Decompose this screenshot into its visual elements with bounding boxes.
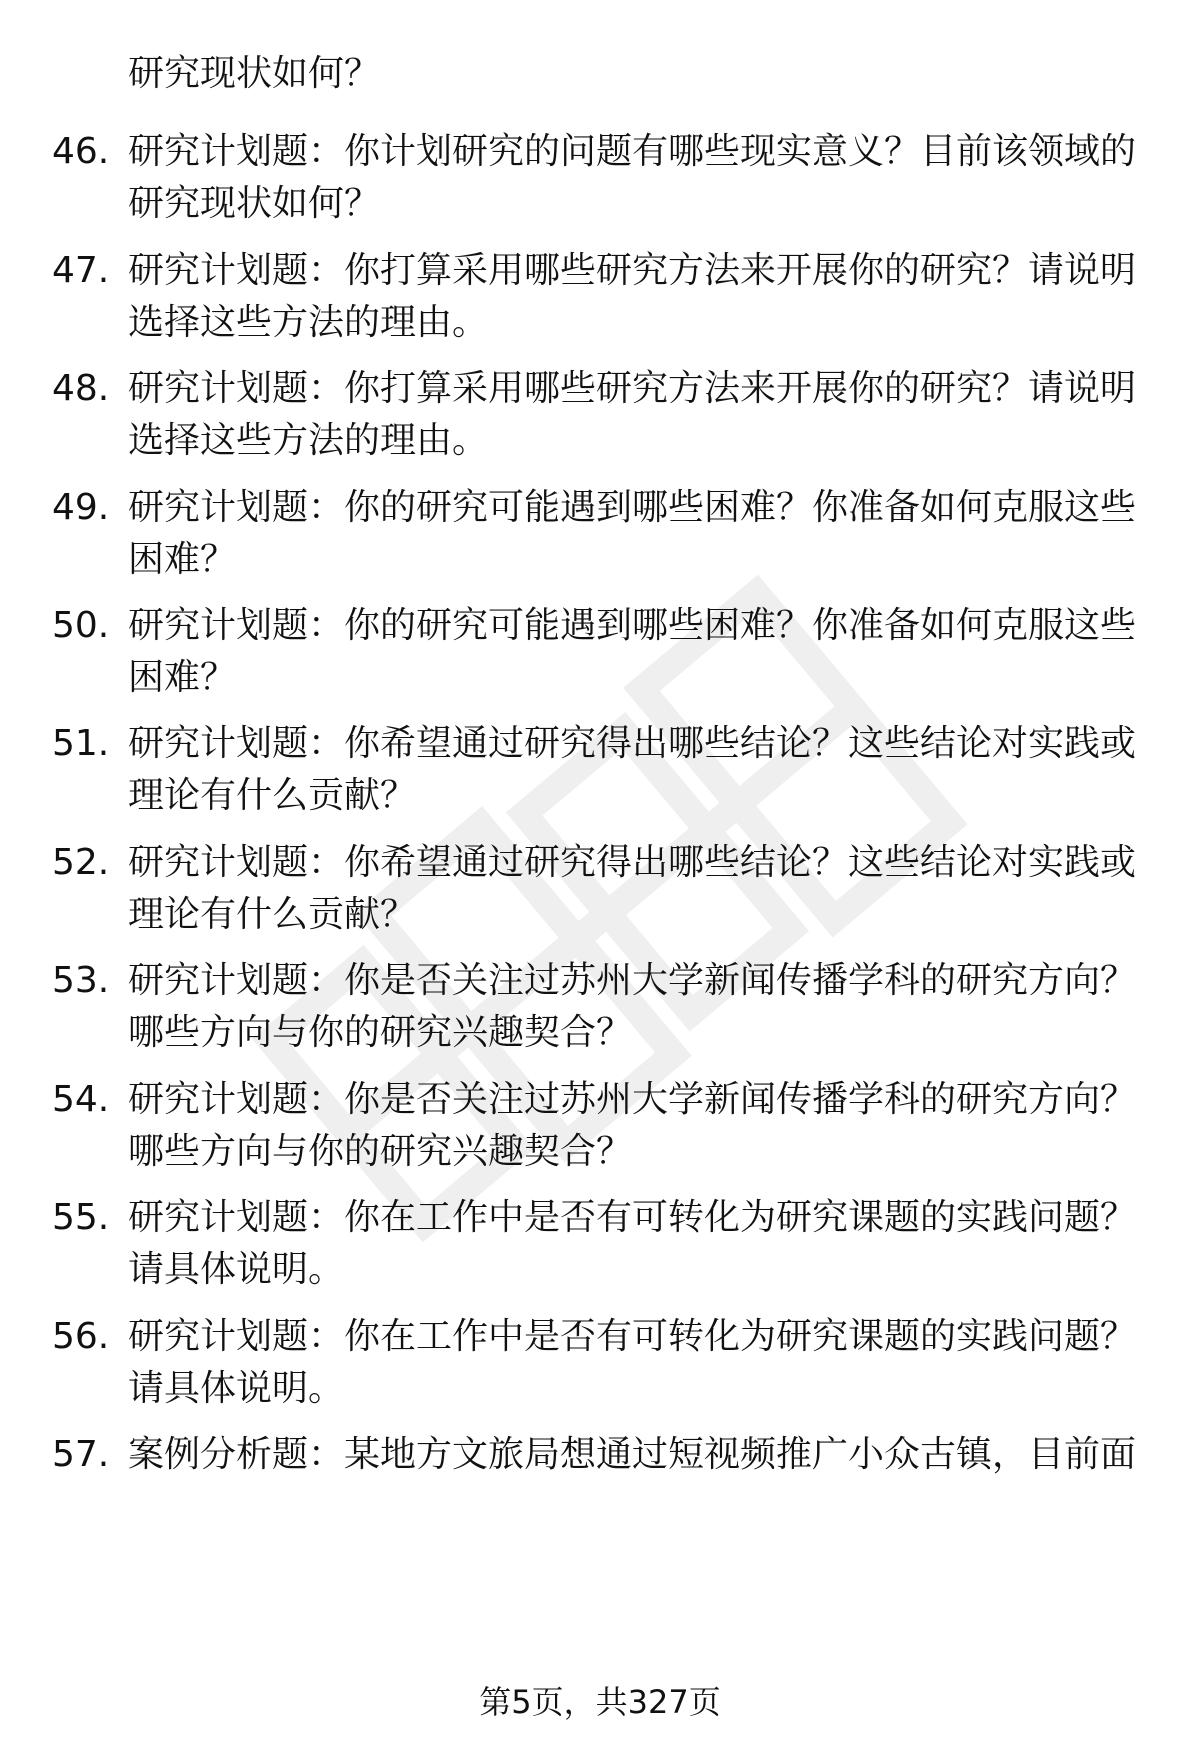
page-footer: 第5页，共327页 — [479, 1683, 721, 1721]
text-line: 案例分析题：某地方文旅局想通过短视频推广小众古镇，目前面 — [128, 1434, 1137, 1475]
text-line: 选择这些方法的理由。 — [128, 302, 489, 343]
item-number: 55. — [52, 1197, 110, 1238]
text-line: 研究计划题：你的研究可能遇到哪些困难？你准备如何克服这些 — [128, 487, 1137, 528]
item-number: 51. — [52, 723, 110, 764]
item-number: 54. — [52, 1079, 110, 1120]
text-line: 困难？ — [128, 657, 237, 698]
text-line: 请具体说明。 — [128, 1249, 345, 1290]
text-line: 研究现状如何？ — [128, 53, 381, 94]
text-line: 选择这些方法的理由。 — [128, 420, 489, 461]
text-line: 研究计划题：你在工作中是否有可转化为研究课题的实践问题？ — [128, 1316, 1137, 1357]
text-line: 研究计划题：你打算采用哪些研究方法来开展你的研究？请说明 — [128, 368, 1137, 409]
text-line: 研究计划题：你希望通过研究得出哪些结论？这些结论对实践或 — [128, 723, 1137, 764]
item-number: 57. — [52, 1434, 110, 1475]
text-line: 困难？ — [128, 539, 237, 580]
text-line: 哪些方向与你的研究兴趣契合？ — [128, 1131, 633, 1172]
text-line: 研究现状如何？ — [128, 183, 381, 224]
item-number: 50. — [52, 605, 110, 646]
item-number: 48. — [52, 368, 110, 409]
text-line: 研究计划题：你是否关注过苏州大学新闻传播学科的研究方向？ — [128, 960, 1137, 1001]
text-line: 请具体说明。 — [128, 1368, 345, 1409]
text-line: 哪些方向与你的研究兴趣契合？ — [128, 1012, 633, 1053]
item-number: 56. — [52, 1316, 110, 1357]
text-line: 研究计划题：你希望通过研究得出哪些结论？这些结论对实践或 — [128, 842, 1137, 883]
item-number: 46. — [52, 131, 110, 172]
text-line: 理论有什么贡献？ — [128, 894, 417, 935]
item-number: 49. — [52, 487, 110, 528]
item-number: 53. — [52, 960, 110, 1001]
text-line: 研究计划题：你计划研究的问题有哪些现实意义？目前该领域的 — [128, 131, 1137, 172]
text-line: 研究计划题：你在工作中是否有可转化为研究课题的实践问题？ — [128, 1197, 1137, 1238]
item-number: 47. — [52, 250, 110, 291]
item-number: 52. — [52, 842, 110, 883]
text-line: 研究计划题：你是否关注过苏州大学新闻传播学科的研究方向？ — [128, 1079, 1137, 1120]
text-line: 理论有什么贡献？ — [128, 775, 417, 816]
text-line: 研究计划题：你打算采用哪些研究方法来开展你的研究？请说明 — [128, 250, 1137, 291]
text-line: 研究计划题：你的研究可能遇到哪些困难？你准备如何克服这些 — [128, 605, 1137, 646]
